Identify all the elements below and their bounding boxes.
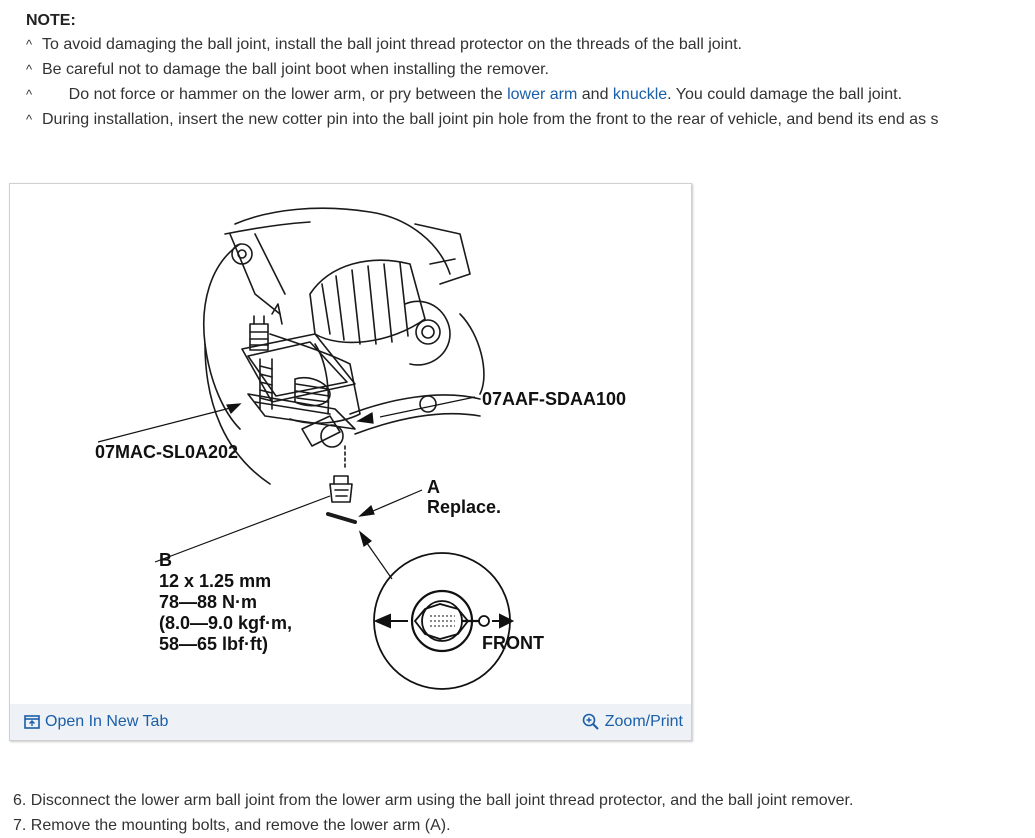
torque-lbf-label: 58—65 lbf·ft) — [159, 634, 269, 654]
note-item-text: To avoid damaging the ball joint, install the ball joint thread protector on the threads of the ball joint. — [42, 36, 742, 53]
remover-tool-label: 07AAF-SDAA100 — [482, 389, 627, 409]
note-item — [26, 82, 1035, 107]
protector-tool-label: 07MAC-SL0A202 — [95, 442, 239, 462]
lower-arm-link[interactable]: lower arm — [507, 86, 578, 103]
note-section — [26, 10, 1035, 132]
caret-icon: ^ — [26, 37, 33, 52]
open-in-new-tab-link[interactable] — [10, 713, 176, 731]
figure-footer — [10, 704, 691, 740]
callout-a-label: A — [427, 477, 440, 497]
zoom-print-label: Zoom/Print — [604, 713, 683, 730]
zoom-in-icon — [582, 713, 600, 731]
note-title: NOTE: — [26, 12, 76, 29]
note-item — [26, 107, 1035, 132]
bolt-size-label: 12 x 1.25 mm — [159, 571, 272, 591]
ball-joint-diagram[interactable] — [10, 184, 691, 704]
note-item-text: During installation, insert the new cotter pin into the ball joint pin hole from the front to the rear of vehicle, and bend its end as s — [42, 111, 939, 128]
note-item-text: Be careful not to damage the ball joint boot when installing the remover. — [42, 61, 549, 78]
procedure-steps — [13, 788, 1023, 838]
figure-panel — [9, 183, 692, 741]
torque-nm-label: 78—88 N·m — [159, 592, 258, 612]
zoom-print-link[interactable] — [582, 713, 691, 731]
note-item-text: . You could damage the ball joint. — [667, 86, 903, 103]
caret-icon: ^ — [26, 112, 33, 127]
front-direction-label: FRONT — [482, 633, 544, 653]
note-item-text: Do not force or hammer on the lower arm, or pry between the — [68, 86, 508, 103]
step-item: 7. Remove the mounting bolts, and remove the lower arm (A). — [13, 817, 451, 834]
step-item: 6. Disconnect the lower arm ball joint from the lower arm using the ball joint thread protector, and the ball joint remover. — [13, 792, 854, 809]
caret-icon: ^ — [26, 62, 33, 77]
callout-b-label: B — [159, 550, 172, 570]
open-in-new-tab-icon — [24, 715, 40, 729]
replace-label: Replace. — [427, 497, 502, 517]
open-in-new-tab-label: Open In New Tab — [45, 713, 169, 730]
knuckle-link[interactable]: knuckle — [612, 86, 668, 103]
torque-kgf-label: (8.0—9.0 kgf·m, — [159, 613, 293, 633]
note-item — [26, 32, 1035, 57]
caret-icon: ^ — [26, 87, 33, 102]
note-item-text: and — [577, 86, 613, 103]
